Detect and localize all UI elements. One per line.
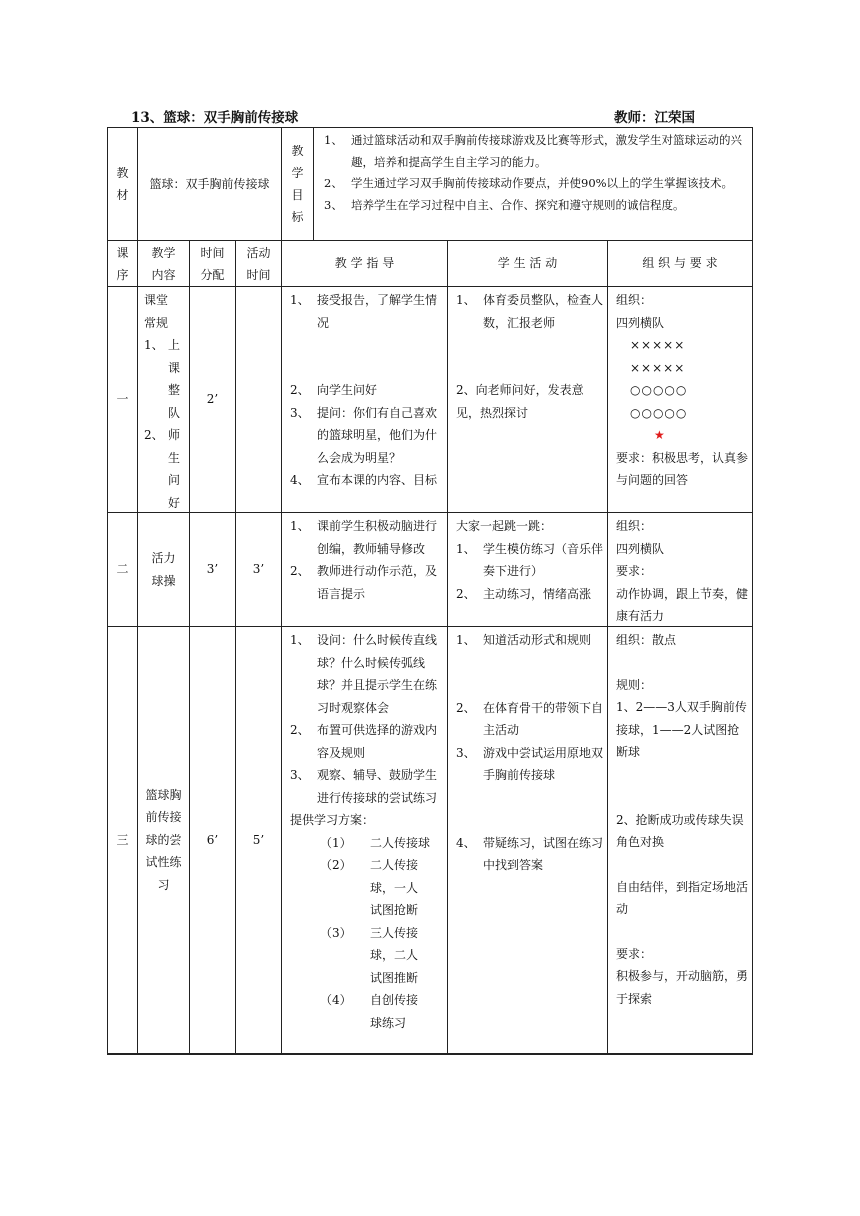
header-content: 教学 内容: [138, 241, 190, 287]
row3-guidance: [282, 627, 448, 1054]
row1-content: 课堂 常规 1、 上 课 整 队 2、 师 生 问 好: [138, 287, 190, 513]
objective-item: 2、 学生通过学习双手胸前传接球动作要点，并使90%以上的学生掌握该技术。: [324, 176, 734, 190]
student-item: 1、 学生模仿练习（音乐伴奏下进行）: [456, 541, 604, 578]
plan-item: （2） 二人传接球，一人试图抢断: [320, 858, 419, 917]
student-item: 1、 体育委员整队，检查人数，汇报老师: [456, 293, 604, 330]
header-order: 课 序: [108, 241, 138, 287]
student-item: 2、向老师问好，发表意见，热烈探讨: [456, 383, 584, 420]
row2-organization: 组织： 四列横队 要求： 动作协调，跟上节奏，健康有活力: [608, 513, 753, 627]
lesson-plan-table: [107, 127, 753, 1055]
plan-heading: 提供学习方案：: [290, 813, 375, 827]
guidance-item: 2、 布置可供选择的游戏内容及规则: [290, 723, 438, 760]
row2-activity-time: 3’: [236, 513, 282, 627]
row2-content: 活力 球操: [138, 513, 190, 627]
objectives-cell: [314, 128, 753, 241]
row3-content: 篮球胸 前传接 球的尝 试性练 习: [138, 627, 190, 1054]
row3-organization: 组织：散点 规则： 1、2——3人双手胸前传接球，1——2人试图抢断球 2、抢断成功或传球失误角色对换 自由结伴，到指定场地活动 要求： 积极参与，开动脑筋，勇于探索: [608, 627, 753, 1054]
guidance-item: 1、 接受报告，了解学生情况: [290, 293, 438, 330]
header-time: 时间 分配: [190, 241, 236, 287]
row2-guidance: [282, 513, 448, 627]
row2-student: 大家一起跳一跳： 1、 学生模仿练习（音乐伴奏下进行） 2、 主动练习，情绪高涨: [448, 513, 608, 627]
plan-item: （3） 三人传接球，二人试图推断: [320, 925, 419, 985]
student-item: 2、 主动练习，情绪高涨: [456, 586, 592, 601]
row3-student: [448, 627, 608, 1054]
teacher-name: 教师：江荣国: [614, 110, 695, 126]
lesson-title: 13、篮球：双手胸前传接球: [131, 110, 299, 126]
row2-order: 二: [108, 513, 138, 627]
header-student: 学 生 活 动: [448, 241, 608, 287]
row3-time: 6’: [190, 627, 236, 1054]
plan-item: （4） 自创传接球练习: [320, 993, 419, 1030]
student-item: 2、 在体育骨干的带领下自主活动: [456, 700, 604, 737]
row1-activity-time: [236, 287, 282, 513]
guidance-item: 2、 教师进行动作示范，及语言提示: [290, 564, 438, 601]
row1-student: [448, 287, 608, 513]
header-guidance: 教 学 指 导: [282, 241, 448, 287]
objective-item: 1、 通过篮球活动和双手胸前传接球游戏及比赛等形式，激发学生对篮球运动的兴趣，培养和提高学生自主学习的能力。: [324, 133, 742, 169]
guidance-item: 1、 课前学生积极动脑进行创编，教师辅导修改: [290, 519, 438, 556]
objective-label: 教 学 目 标: [282, 128, 314, 241]
topic-text: 篮球：双手胸前传接球: [149, 176, 270, 191]
row3-order: 三: [108, 627, 138, 1054]
topic-cell: [138, 128, 282, 241]
guidance-item: 3、 提问：你们有自己喜欢的篮球明星，他们为什么会成为明星？: [290, 405, 438, 465]
row2-time: 3’: [190, 513, 236, 627]
guidance-item: 4、 宣布本课的内容、目标: [290, 473, 438, 487]
guidance-item: 1、 设问：什么时候传直线球？什么时候传弧线球？并且提示学生在练习时观察体会: [290, 633, 438, 715]
guidance-item: 2、 向学生问好: [290, 383, 378, 397]
plan-item: （1） 二人传接球: [320, 835, 431, 850]
header-activity-time: 活动 时间: [236, 241, 282, 287]
header-organization: 组 织 与 要 求: [608, 241, 753, 287]
row3-activity-time: 5’: [236, 627, 282, 1054]
student-item: 4、 带疑练习，试图在练习中找到答案: [456, 835, 604, 872]
student-item: 1、 知道活动形式和规则: [456, 633, 592, 647]
row1-guidance: [282, 287, 448, 513]
objective-item: 3、 培养学生在学习过程中自主、合作、探究和遵守规则的诚信程度。: [324, 197, 685, 212]
row1-organization: 组织： 四列横队 ××××× ××××× ○○○○○ ○○○○○ ★ 要求：积极思考，认真参与问题的回答: [608, 287, 753, 513]
teacher-star-icon: ★: [654, 428, 665, 442]
row1-time: 2’: [190, 287, 236, 513]
row1-order: 一: [108, 287, 138, 513]
formation-diagram: ××××× ××××× ○○○○○ ○○○○○: [630, 338, 688, 420]
student-item: 3、 游戏中尝试运用原地双手胸前传接球: [456, 745, 604, 782]
jiaocai-label: 教 材: [108, 128, 138, 241]
guidance-item: 3、 观察、辅导、鼓励学生进行传接球的尝试练习: [290, 768, 438, 805]
